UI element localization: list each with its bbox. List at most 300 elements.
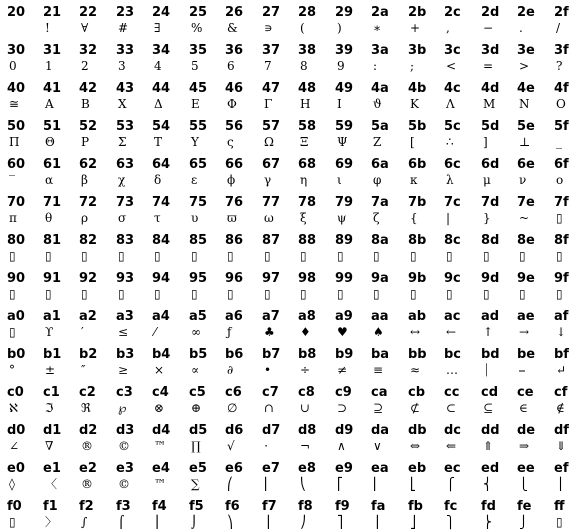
char-glyph: [: [410, 135, 415, 149]
char-cell: [182, 38, 218, 76]
char-code-label: e1: [43, 461, 61, 476]
char-cell: [328, 228, 364, 266]
char-cell: [510, 152, 546, 190]
char-code-label: 3c: [444, 43, 461, 58]
char-code-label: 95: [189, 271, 208, 286]
char-glyph: ⎮: [154, 515, 161, 529]
char-glyph: ƒ: [227, 325, 232, 339]
char-glyph: ◊: [9, 477, 15, 491]
char-row: [0, 380, 586, 418]
char-code-label: 5d: [481, 119, 500, 134]
char-glyph: μ: [483, 173, 491, 187]
char-code-label: 2e: [517, 5, 535, 20]
char-cell: [182, 114, 218, 152]
char-code-label: 41: [43, 81, 62, 96]
char-cell: [72, 494, 108, 532]
char-code-label: ed: [481, 461, 500, 476]
char-glyph: ™: [154, 477, 166, 491]
char-row: [0, 114, 586, 152]
char-glyph: υ: [191, 211, 199, 225]
char-glyph: Κ: [410, 97, 419, 111]
char-glyph: Π: [9, 135, 20, 149]
char-glyph: ®: [81, 477, 93, 491]
char-cell: [72, 38, 108, 76]
char-cell: [474, 38, 510, 76]
char-code-label: 76: [225, 195, 244, 210]
char-code-label: 54: [152, 119, 171, 134]
char-glyph: •: [264, 363, 272, 377]
char-cell: [145, 76, 181, 114]
char-glyph: ≅: [9, 97, 20, 111]
char-glyph: ♥: [337, 325, 348, 339]
char-glyph: °: [9, 363, 15, 377]
char-glyph: ▯: [264, 249, 271, 263]
char-cell: [72, 418, 108, 456]
char-glyph: ϖ: [227, 211, 237, 225]
char-glyph: ′: [81, 325, 84, 339]
char-glyph: ⎠: [300, 515, 306, 529]
char-code-label: cc: [444, 385, 460, 400]
char-cell: [182, 76, 218, 114]
char-cell: [0, 0, 36, 38]
char-glyph: ⎦: [410, 515, 416, 529]
char-glyph: Γ: [264, 97, 273, 111]
char-code-label: e4: [152, 461, 170, 476]
char-code-label: ac: [444, 309, 461, 324]
char-code-label: 7b: [408, 195, 427, 210]
char-cell: [474, 456, 510, 494]
char-glyph: ι: [337, 173, 342, 187]
char-glyph: ]: [483, 135, 488, 149]
char-cell: [0, 266, 36, 304]
char-code-label: 71: [43, 195, 62, 210]
char-glyph: |: [446, 211, 451, 225]
char-cell: [36, 152, 72, 190]
char-glyph: Ο: [556, 97, 566, 111]
char-cell: [328, 342, 364, 380]
char-cell: [0, 190, 36, 228]
char-code-label: 3f: [554, 43, 569, 58]
char-code-label: 97: [262, 271, 281, 286]
char-code-label: f7: [262, 499, 277, 514]
char-glyph: ▯: [118, 249, 125, 263]
char-code-label: 62: [79, 157, 98, 172]
char-glyph: ▯: [410, 287, 417, 301]
char-glyph: ψ: [337, 211, 347, 225]
char-glyph: 5: [191, 59, 199, 73]
char-cell: [182, 266, 218, 304]
char-code-label: 2a: [371, 5, 389, 20]
char-code-label: 5a: [371, 119, 389, 134]
char-row: [0, 76, 586, 114]
char-glyph: θ: [45, 211, 53, 225]
char-code-label: 5e: [517, 119, 535, 134]
char-code-label: 85: [189, 233, 208, 248]
char-code-label: 9c: [444, 271, 461, 286]
char-cell: [401, 190, 437, 228]
char-glyph: 9: [337, 59, 345, 73]
char-code-label: 45: [189, 81, 208, 96]
char-glyph: −: [483, 21, 494, 35]
char-code-label: c8: [298, 385, 315, 400]
char-code-label: f0: [7, 499, 22, 514]
char-cell: [109, 418, 145, 456]
char-cell: [145, 0, 181, 38]
char-code-label: 2c: [444, 5, 461, 20]
char-code-label: 63: [116, 157, 135, 172]
char-glyph: ≡: [373, 363, 384, 377]
char-glyph: 〉: [45, 515, 58, 529]
char-cell: [510, 76, 546, 114]
char-code-label: 92: [79, 271, 98, 286]
char-glyph: ⋅: [264, 439, 269, 453]
char-cell: [218, 304, 254, 342]
char-glyph: ±: [45, 363, 56, 377]
char-glyph: ⎫: [446, 515, 455, 529]
char-glyph: ▯: [264, 287, 271, 301]
char-code-label: 43: [116, 81, 135, 96]
char-code-label: b9: [335, 347, 354, 362]
char-glyph: ▯: [556, 211, 563, 225]
char-code-label: 6c: [444, 157, 461, 172]
char-code-label: ae: [517, 309, 535, 324]
char-code-label: b8: [298, 347, 317, 362]
char-cell: [364, 114, 400, 152]
char-code-label: c3: [116, 385, 133, 400]
char-code-label: 67: [262, 157, 281, 172]
char-code-label: ca: [371, 385, 388, 400]
char-code-label: 26: [225, 5, 244, 20]
char-cell: [0, 494, 36, 532]
char-glyph: χ: [118, 173, 126, 187]
char-cell: [218, 190, 254, 228]
char-code-label: bf: [554, 347, 569, 362]
char-glyph: ∈: [519, 401, 528, 415]
char-code-label: 87: [262, 233, 281, 248]
char-cell: [474, 418, 510, 456]
char-glyph: 0: [9, 59, 17, 73]
char-code-label: 46: [225, 81, 244, 96]
char-code-label: fa: [371, 499, 386, 514]
char-cell: [510, 456, 546, 494]
char-cell: [401, 304, 437, 342]
char-code-label: d4: [152, 423, 171, 438]
char-cell: [510, 304, 546, 342]
char-glyph: ♠: [373, 325, 384, 339]
char-code-label: c6: [225, 385, 242, 400]
char-glyph: ⊥: [519, 135, 531, 149]
char-glyph: ω: [264, 211, 274, 225]
char-cell: [510, 0, 546, 38]
char-cell: [401, 152, 437, 190]
char-glyph: ∂: [227, 363, 234, 377]
char-cell: [218, 380, 254, 418]
char-code-label: 58: [298, 119, 317, 134]
char-row: [0, 456, 586, 494]
char-code-label: f1: [43, 499, 58, 514]
char-code-label: 37: [262, 43, 281, 58]
char-glyph: ε: [191, 173, 198, 187]
char-cell: [547, 456, 583, 494]
char-cell: [401, 0, 437, 38]
char-glyph: Ω: [264, 135, 274, 149]
char-glyph: ℜ: [81, 401, 91, 415]
char-glyph: ∞: [191, 325, 201, 339]
char-code-label: ab: [408, 309, 427, 324]
char-code-label: ee: [517, 461, 535, 476]
char-cell: [401, 342, 437, 380]
char-cell: [547, 266, 583, 304]
char-cell: [364, 0, 400, 38]
char-code-label: d5: [189, 423, 208, 438]
char-cell: [0, 114, 36, 152]
char-glyph: τ: [154, 211, 161, 225]
char-code-label: d0: [7, 423, 26, 438]
char-glyph: ™: [154, 439, 166, 453]
char-glyph: ⊆: [483, 401, 494, 415]
char-glyph: ⇐: [446, 439, 457, 453]
char-code-label: 8a: [371, 233, 389, 248]
char-cell: [437, 190, 473, 228]
char-glyph: ×: [154, 363, 165, 377]
char-cell: [182, 342, 218, 380]
char-code-label: 2f: [554, 5, 569, 20]
char-code-label: 69: [335, 157, 354, 172]
char-code-label: dd: [481, 423, 500, 438]
char-glyph: ∝: [191, 363, 200, 377]
char-cell: [474, 114, 510, 152]
char-glyph: ⎨: [483, 477, 492, 491]
char-glyph: Χ: [118, 97, 127, 111]
char-cell: [547, 76, 583, 114]
char-glyph: ⊗: [154, 401, 165, 415]
char-glyph: ©: [118, 477, 130, 491]
char-cell: [255, 456, 291, 494]
char-glyph: .: [519, 21, 523, 35]
char-glyph: 3: [118, 59, 126, 73]
char-code-label: 48: [298, 81, 317, 96]
char-code-label: 78: [298, 195, 317, 210]
char-code-label: f8: [298, 499, 313, 514]
char-code-label: 82: [79, 233, 98, 248]
char-code-label: 21: [43, 5, 62, 20]
char-glyph: ▯: [556, 287, 563, 301]
char-code-label: b6: [225, 347, 244, 362]
char-glyph: …: [446, 363, 458, 377]
char-code-label: 36: [225, 43, 244, 58]
char-glyph: ∴: [446, 135, 454, 149]
char-cell: [109, 0, 145, 38]
char-cell: [218, 456, 254, 494]
char-glyph: ↔: [410, 325, 421, 339]
char-cell: [547, 380, 583, 418]
char-code-label: 79: [335, 195, 354, 210]
char-glyph: Ν: [519, 97, 530, 111]
char-glyph: <: [446, 59, 457, 73]
char-code-label: e8: [298, 461, 316, 476]
char-cell: [547, 190, 583, 228]
char-code-label: aa: [371, 309, 389, 324]
char-code-label: 4a: [371, 81, 389, 96]
char-cell: [401, 266, 437, 304]
char-code-label: 89: [335, 233, 354, 248]
char-glyph: ©: [118, 439, 130, 453]
char-glyph: ▯: [556, 249, 563, 263]
char-code-label: 56: [225, 119, 244, 134]
char-code-label: dc: [444, 423, 462, 438]
char-glyph: ⇓: [556, 439, 567, 453]
char-glyph: ∇: [45, 439, 54, 453]
char-cell: [255, 38, 291, 76]
char-glyph: ς: [227, 135, 234, 149]
char-glyph: ⎪: [556, 477, 565, 491]
char-cell: [437, 418, 473, 456]
char-cell: [328, 152, 364, 190]
char-code-label: 3b: [408, 43, 427, 58]
char-glyph: ⎜: [264, 477, 270, 491]
char-code-label: e9: [335, 461, 353, 476]
char-cell: [218, 38, 254, 76]
char-code-label: c5: [189, 385, 206, 400]
char-glyph: ϒ: [45, 325, 54, 339]
char-cell: [0, 152, 36, 190]
char-glyph: ▯: [227, 287, 234, 301]
char-code-label: 42: [79, 81, 98, 96]
char-code-label: a6: [225, 309, 243, 324]
char-glyph: α: [45, 173, 54, 187]
char-glyph: ⊇: [373, 401, 384, 415]
char-code-label: e3: [116, 461, 134, 476]
char-glyph: ⎥: [373, 515, 379, 529]
char-glyph: Ε: [191, 97, 200, 111]
char-cell: [255, 266, 291, 304]
char-code-label: 38: [298, 43, 317, 58]
char-cell: [510, 342, 546, 380]
char-code-label: b4: [152, 347, 171, 362]
char-cell: [109, 228, 145, 266]
char-code-label: 4e: [517, 81, 535, 96]
char-cell: [474, 228, 510, 266]
char-glyph: Υ: [191, 135, 199, 149]
char-cell: [182, 228, 218, 266]
char-cell: [0, 228, 36, 266]
char-cell: [401, 38, 437, 76]
char-glyph: %: [191, 21, 203, 35]
char-glyph: ξ: [300, 211, 307, 225]
char-glyph: ▯: [45, 287, 52, 301]
char-glyph: κ: [410, 173, 418, 187]
char-cell: [109, 304, 145, 342]
char-cell: [364, 380, 400, 418]
char-code-label: 33: [116, 43, 135, 58]
char-glyph: ⎡: [337, 477, 343, 491]
char-cell: [72, 0, 108, 38]
char-cell: [401, 494, 437, 532]
char-row: [0, 152, 586, 190]
char-glyph: 4: [154, 59, 162, 73]
char-code-label: d7: [262, 423, 281, 438]
char-glyph: δ: [154, 173, 162, 187]
char-cell: [547, 418, 583, 456]
char-code-label: 5b: [408, 119, 427, 134]
char-code-label: c9: [335, 385, 352, 400]
char-cell: [364, 456, 400, 494]
char-glyph: ▯: [118, 287, 125, 301]
char-row: [0, 266, 586, 304]
char-cell: [437, 456, 473, 494]
char-glyph: σ: [118, 211, 127, 225]
char-code-label: 74: [152, 195, 171, 210]
char-cell: [36, 190, 72, 228]
char-cell: [72, 114, 108, 152]
char-row: [0, 0, 586, 38]
char-code-label: 31: [43, 43, 62, 58]
char-code-label: 4d: [481, 81, 500, 96]
char-code-label: f5: [189, 499, 204, 514]
char-code-label: a5: [189, 309, 207, 324]
char-cell: [182, 418, 218, 456]
char-code-label: fb: [408, 499, 423, 514]
char-glyph: ⎟: [264, 515, 270, 529]
char-code-label: 4c: [444, 81, 461, 96]
char-cell: [547, 304, 583, 342]
char-code-label: d1: [43, 423, 62, 438]
char-cell: [291, 228, 327, 266]
char-glyph: ⇔: [410, 439, 421, 453]
char-glyph: η: [300, 173, 308, 187]
char-cell: [182, 304, 218, 342]
char-code-label: 68: [298, 157, 317, 172]
char-code-label: 72: [79, 195, 98, 210]
char-cell: [364, 418, 400, 456]
char-glyph: >: [519, 59, 530, 73]
char-glyph: ∧: [337, 439, 346, 453]
char-cell: [510, 190, 546, 228]
char-code-label: 9b: [408, 271, 427, 286]
char-cell: [218, 418, 254, 456]
char-code-label: 5f: [554, 119, 569, 134]
char-glyph: ⏐: [483, 363, 490, 377]
char-glyph: /: [556, 21, 561, 35]
char-code-label: 35: [189, 43, 208, 58]
char-code-label: 47: [262, 81, 281, 96]
char-glyph: ∏: [191, 439, 201, 453]
char-code-label: 80: [7, 233, 26, 248]
char-code-label: 88: [298, 233, 317, 248]
char-row: [0, 342, 586, 380]
char-code-label: c2: [79, 385, 96, 400]
char-code-label: 44: [152, 81, 171, 96]
char-cell: [72, 266, 108, 304]
char-glyph: →: [519, 325, 530, 339]
char-code-label: 22: [79, 5, 98, 20]
char-glyph: ▯: [9, 515, 16, 529]
char-code-label: 52: [79, 119, 98, 134]
char-glyph: ▯: [483, 287, 490, 301]
char-cell: [36, 266, 72, 304]
char-code-label: eb: [408, 461, 427, 476]
char-glyph: ⎧: [446, 477, 455, 491]
char-cell: [328, 38, 364, 76]
char-cell: [291, 76, 327, 114]
char-glyph: Β: [81, 97, 90, 111]
char-code-label: 2b: [408, 5, 427, 20]
char-cell: [109, 266, 145, 304]
char-cell: [474, 342, 510, 380]
char-glyph: ⇒: [519, 439, 530, 453]
char-cell: [291, 266, 327, 304]
char-code-label: 9f: [554, 271, 569, 286]
